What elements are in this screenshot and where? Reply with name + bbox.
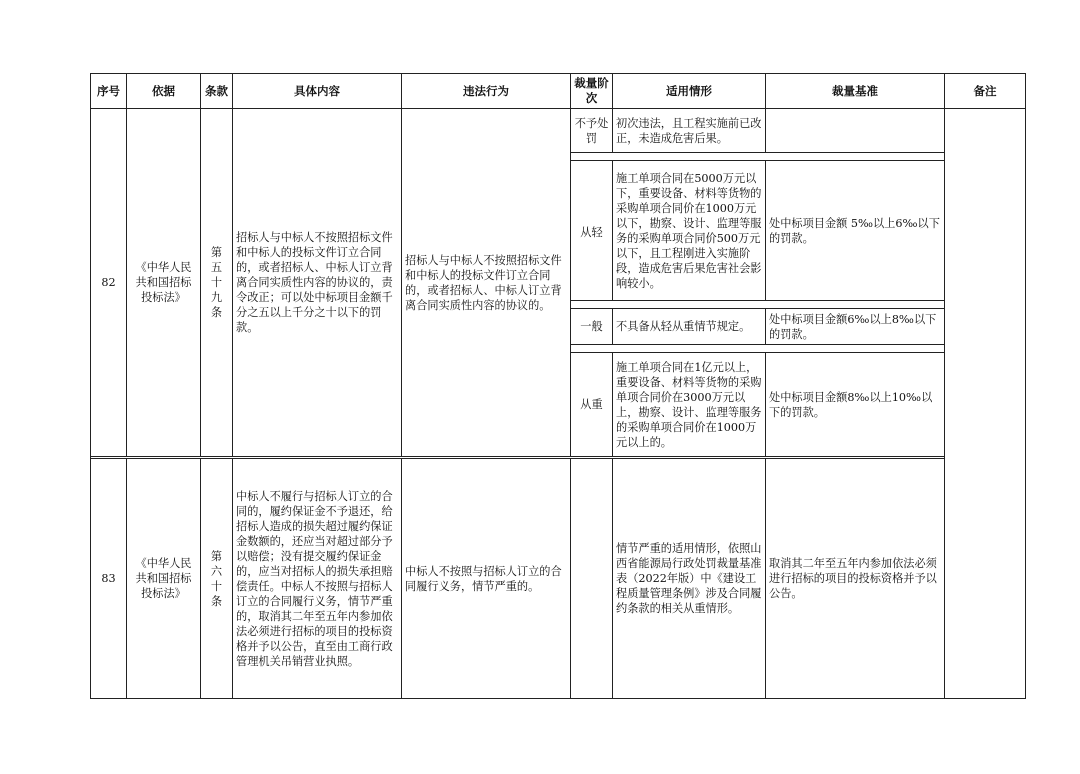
- row-82-content: 招标人与中标人不按照招标文件和中标人的投标文件订立合同的，或者招标人、中标人订立背离合同实质性内容的协议的，责令改正；可以处中标项目金额千分之五以上千分之十以下的罚款。: [233, 109, 402, 457]
- header-standard: 裁量基准: [766, 74, 945, 109]
- header-row: [91, 74, 1026, 109]
- table-row: [91, 459, 1026, 699]
- header-level: 裁量阶次: [571, 74, 613, 109]
- header-situation: 适用情形: [613, 74, 766, 109]
- row-83-seq: 83: [91, 459, 127, 699]
- row-82-tier-2-situation: 施工单项合同在5000万元以下，重要设备、材料等货物的采购单项合同价在1000万元以下，勘察、设计、监理等服务的采购单项合同价500万元以下，且工程刚进入实施阶段，造成危害后果危害社会影响较小。: [613, 161, 766, 301]
- row-82-tier-2-standard: 处中标项目金额 5‰以上6‰以下的罚款。: [766, 161, 945, 301]
- row-83-tier-1-situation: 情节严重的适用情形，依照山西省能源局行政处罚裁量基准表（2022年版）中《建设工程质量管理条例》涉及合同履约条款的相关从重情形。: [613, 459, 766, 699]
- row-82-basis: 《中华人民共和国招标投标法》: [127, 109, 201, 457]
- row-82-seq: 82: [91, 109, 127, 457]
- remark-cell: [945, 109, 1026, 699]
- row-82-violation: 招标人与中标人不按照招标文件和中标人的投标文件订立合同的，或者招标人、中标人订立背离合同实质性内容的协议的。: [402, 109, 571, 457]
- row-82-tier-1-standard: [766, 109, 945, 153]
- row-83-tier-1-standard: 取消其二年至五年内参加依法必须进行招标的项目的投标资格并予以公告。: [766, 459, 945, 699]
- row-83-tier-1-level: [571, 459, 613, 699]
- row-82-tier-2-level: 从轻: [571, 161, 613, 301]
- row-83-violation: 中标人不按照与招标人订立的合同履行义务，情节严重的。: [402, 459, 571, 699]
- row-82-tier-3-situation: 不具备从轻从重情节规定。: [613, 309, 766, 345]
- row-83-basis: 《中华人民共和国招标投标法》: [127, 459, 201, 699]
- row-82-tier-4-situation: 施工单项合同在1亿元以上，重要设备、材料等货物的采购单项合同价在3000万元以上，勘察、设计、监理等服务的采购单项合同价在1000万元以上的。: [613, 353, 766, 457]
- row-82-tier-4-standard: 处中标项目金额8‰以上10‰以下的罚款。: [766, 353, 945, 457]
- row-82-tier-4-level: 从重: [571, 353, 613, 457]
- header-violation: 违法行为: [402, 74, 571, 109]
- header-clause: 条款: [201, 74, 233, 109]
- row-83-clause: 第 六 十 条: [201, 459, 233, 699]
- row-82-tier-1-level: 不予处罚: [571, 109, 613, 153]
- header-remark: 备注: [945, 74, 1026, 109]
- header-seq: 序号: [91, 74, 127, 109]
- table-row: [91, 109, 1026, 153]
- header-basis: 依据: [127, 74, 201, 109]
- row-82-tier-3-level: 一般: [571, 309, 613, 345]
- header-content: 具体内容: [233, 74, 402, 109]
- row-82-clause: 第 五 十 九 条: [201, 109, 233, 457]
- penalty-discretion-table: [90, 73, 1026, 699]
- row-82-tier-3-standard: 处中标项目金额6‰以上8‰以下的罚款。: [766, 309, 945, 345]
- row-82-tier-1-situation: 初次违法，且工程实施前已改正，未造成危害后果。: [613, 109, 766, 153]
- row-83-content: 中标人不履行与招标人订立的合同的，履约保证金不予退还，给招标人造成的损失超过履约保证金数额的，还应当对超过部分予以赔偿；没有提交履约保证金的，应当对招标人的损失承担赔偿责任。中标人不按照与招标人订立的合同履行义务，情节严重的，取消其二年至五年内参加依法必须进行招标的项目的投标资格并予以公告，直至由工商行政管理机关吊销营业执照。: [233, 459, 402, 699]
